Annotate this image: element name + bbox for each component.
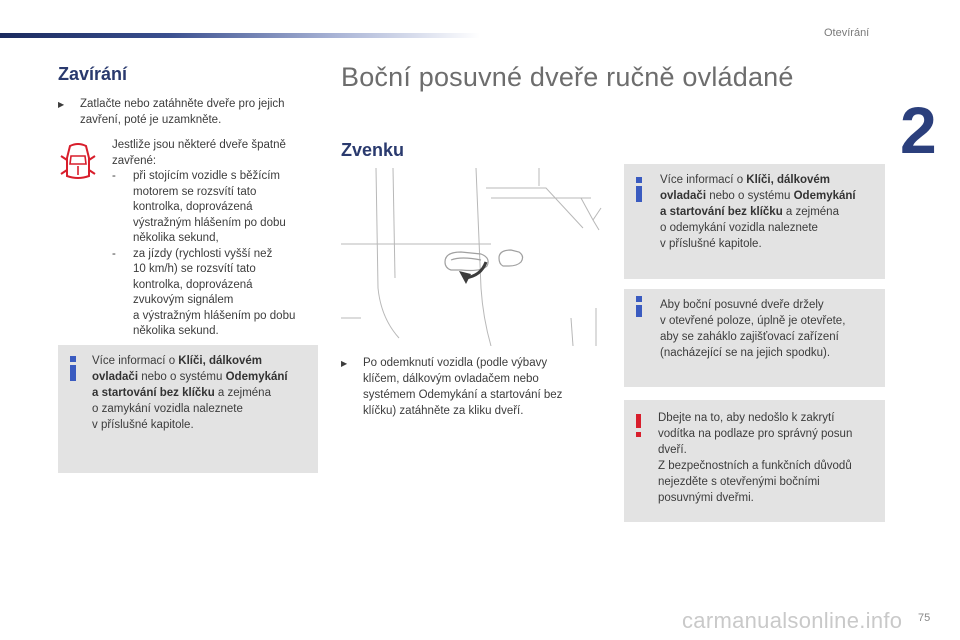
chapter-number: 2 bbox=[900, 93, 937, 167]
page-number: 75 bbox=[918, 612, 931, 624]
bullet-icon: ▶ bbox=[341, 359, 348, 368]
warning-intro-1: Jestliže jsou některé dveře špatně bbox=[112, 139, 286, 151]
close-step-line-1: Zatlačte nebo zatáhněte dveře pro jejich bbox=[80, 98, 285, 110]
chapter-title: Otevírání bbox=[824, 27, 870, 39]
alert-icon bbox=[636, 414, 641, 428]
bullet-icon: ▶ bbox=[58, 100, 65, 109]
info-icon bbox=[70, 365, 76, 381]
warning-intro-2: zavřené: bbox=[112, 154, 157, 167]
open-step-line-3: systémem Odemykání a startování bez bbox=[363, 389, 563, 401]
alert-box-door-safety: Dbejte na to, aby nedošlo k zakrytí vodítka na podlaze pro správný posun dveří. Z bezpečnostních a funkčních důvodů nejezděte s otevřenými bočními posuvnými dveřmi. bbox=[624, 400, 885, 522]
door-ajar-warning bbox=[112, 138, 317, 340]
car-door-warning-icon bbox=[60, 142, 96, 182]
info-icon bbox=[636, 186, 642, 202]
close-step-line-2: zavření, poté je uzamkněte. bbox=[80, 114, 222, 126]
open-step-line-1: Po odemknutí vozidla (podle výbavy bbox=[363, 357, 548, 369]
header-gradient-bar bbox=[0, 33, 480, 38]
warning-item-1: - při stojícím vozidle s běžícím motorem se rozsvítí tato kontrolka, doprovázená výstražným hlášením po dobu několika sekund, bbox=[112, 170, 286, 244]
info-box-unlocking: Více informací o Klíči, dálkovém ovladači nebo o systému Odemykání a startování bez klíčku a zejména o odemykání vozidla naleznete v příslušné kapitole. bbox=[624, 164, 885, 279]
page-title: Boční posuvné dveře ručně ovládané bbox=[341, 62, 794, 92]
section-heading-zvenku: Zvenku bbox=[341, 140, 405, 160]
watermark: carmanualsonline.info bbox=[682, 608, 903, 633]
info-box-locking: Více informací o Klíči, dálkovém ovladači nebo o systému Odemykání a startování bez klíčku a zejména o zamykání vozidla naleznete v příslušné kapitole. bbox=[58, 345, 318, 473]
open-step-line-2: klíčem, dálkovým ovladačem nebo bbox=[363, 373, 539, 385]
info-icon bbox=[636, 305, 642, 317]
section-heading-zavirani: Zavírání bbox=[58, 64, 128, 84]
open-step-line-4: klíčku) zatáhněte za kliku dveří. bbox=[363, 405, 524, 417]
sliding-door-illustration bbox=[341, 168, 603, 346]
info-box-door-hold: Aby boční posuvné dveře držely v otevřené poloze, úplně je otevřete, aby se zaháklo zajišťovací zařízení (nacházející se na jejich spodku). bbox=[624, 289, 885, 387]
warning-item-2: - za jízdy (rychlosti vyšší než 10 km/h) se rozsvítí tato kontrolka, doprovázená zvukovým signálem a výstražným hlášením po dobu několika sekund. bbox=[112, 247, 296, 337]
